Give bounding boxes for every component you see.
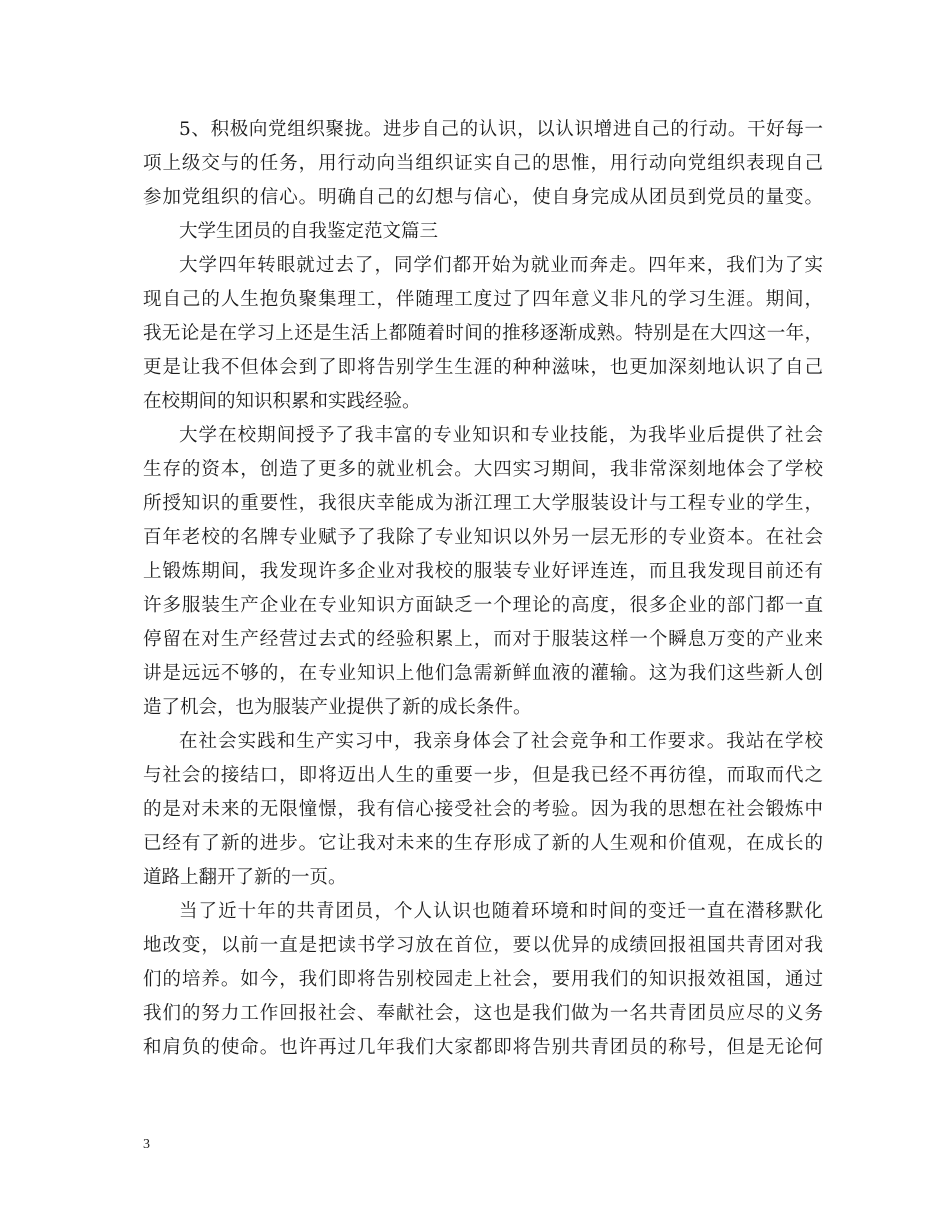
text-line: 所授知识的重要性，我很庆幸能成为浙江理工大学服装设计与工程专业的学生， (143, 493, 823, 514)
text-line: 已经有了新的进步。它让我对未来的生存形成了新的人生观和价值观，在成长的 (143, 833, 823, 854)
text-line: 在校期间的知识积累和实践经验。 (143, 391, 421, 412)
text-line: 与社会的接结口，即将迈出人生的重要一步，但是我已经不再彷徨，而取而代之 (143, 765, 823, 786)
text-line: 我们的努力工作回报社会、奉献社会，这也是我们做为一名共青团员应尽的义务 (143, 1003, 823, 1024)
text-line: 大学四年转眼就过去了，同学们都开始为就业而奔走。四年来，我们为了实 (179, 255, 823, 276)
text-line: 项上级交与的任务，用行动向当组织证实自己的思惟，用行动向党组织表现自己 (143, 153, 823, 174)
text-line: 许多服装生产企业在专业知识方面缺乏一个理论的高度，很多企业的部门都一直 (143, 595, 823, 616)
text-line: 生存的资本，创造了更多的就业机会。大四实习期间，我非常深刻地体会了学校 (143, 459, 823, 480)
text-line: 和肩负的使命。也许再过几年我们大家都即将告别共青团员的称号，但是无论何 (143, 1037, 823, 1058)
text-line: 现自己的人生抱负聚集理工，伴随理工度过了四年意义非凡的学习生涯。期间， (143, 289, 823, 310)
text-line: 在社会实践和生产实习中，我亲身体会了社会竞争和工作要求。我站在学校 (179, 731, 823, 752)
text-line: 5、积极向党组织聚拢。进步自己的认识，以认识增进自己的行动。干好每一 (179, 119, 823, 140)
text-line: 们的培养。如今，我们即将告别校园走上社会，要用我们的知识报效祖国，通过 (143, 969, 823, 990)
text-line: 道路上翻开了新的一页。 (143, 867, 347, 888)
text-line: 我无论是在学习上还是生活上都随着时间的推移逐渐成熟。特别是在大四这一年， (143, 323, 823, 344)
text-line: 讲是远远不够的，在专业知识上他们急需新鲜血液的灌输。这为我们这些新人创 (143, 663, 823, 684)
text-line: 百年老校的名牌专业赋予了我除了专业知识以外另一层无形的专业资本。在社会 (143, 527, 823, 548)
text-line: 停留在对生产经营过去式的经验积累上，而对于服装这样一个瞬息万变的产业来 (143, 629, 823, 650)
text-line: 的是对未来的无限憧憬，我有信心接受社会的考验。因为我的思想在社会锻炼中 (143, 799, 823, 820)
text-line: 参加党组织的信心。明确自己的幻想与信心，使自身完成从团员到党员的量变。 (143, 187, 823, 208)
text-line: 造了机会，也为服装产业提供了新的成长条件。 (143, 697, 532, 718)
text-line: 当了近十年的共青团员，个人认识也随着环境和时间的变迁一直在潜移默化 (179, 901, 823, 922)
text-line: 上锻炼期间，我发现许多企业对我校的服装专业好评连连，而且我发现目前还有 (143, 561, 823, 582)
section-heading: 大学生团员的自我鉴定范文篇三 (179, 221, 439, 242)
text-line: 大学在校期间授予了我丰富的专业知识和专业技能，为我毕业后提供了社会 (179, 425, 823, 446)
page-number: 3 (143, 1137, 150, 1152)
text-line: 地改变，以前一直是把读书学习放在首位，要以优异的成绩回报祖国共青团对我 (143, 935, 823, 956)
text-line: 更是让我不但体会到了即将告别学生生涯的种种滋味，也更加深刻地认识了自己 (143, 357, 823, 378)
